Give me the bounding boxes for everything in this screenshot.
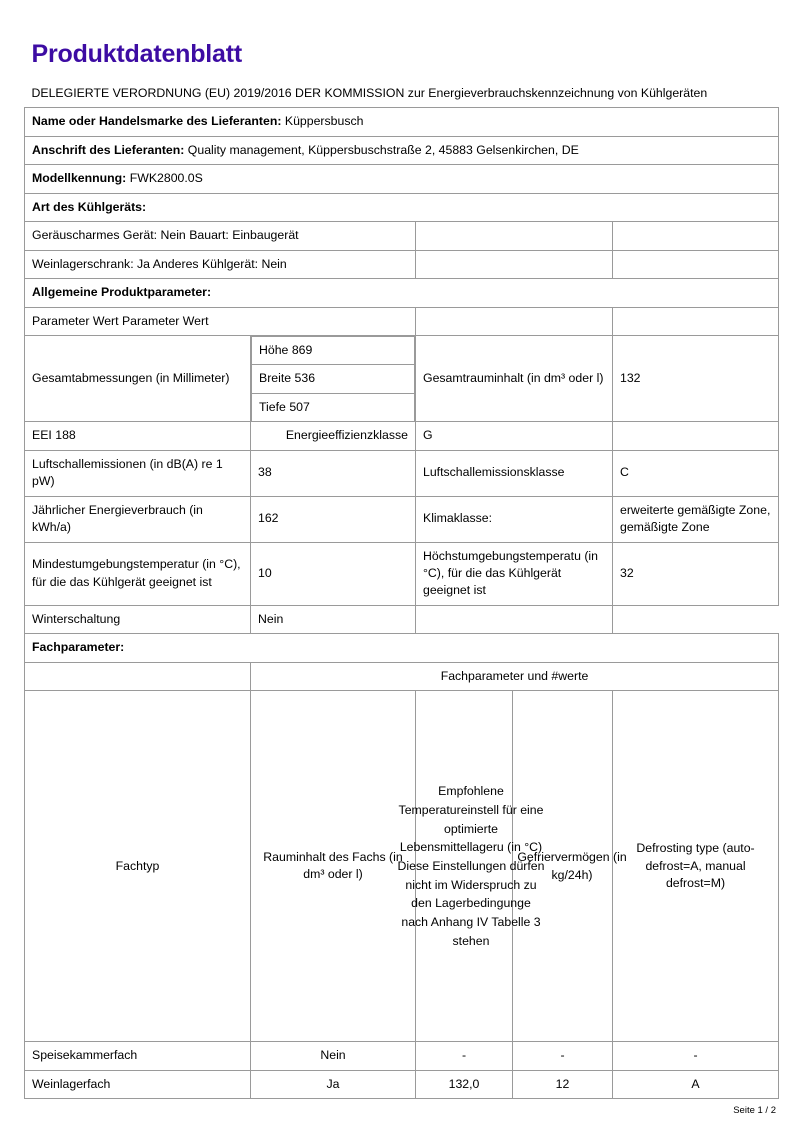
compartment-defrosting-1: A (613, 1070, 779, 1098)
column-header-volume: Rauminhalt des Fachs (in dm³ oder l) (251, 691, 416, 1042)
annual-energy-value: 162 (251, 496, 416, 542)
dimensions-subtable-cell (251, 335, 416, 421)
compartment-temperature-1: 12 (513, 1070, 613, 1098)
column-header-freezing-cell (513, 691, 627, 1042)
dimension-height-label: Höhe (259, 342, 289, 357)
supplier-name-cell (25, 108, 779, 136)
winter-setting-row (25, 605, 779, 633)
supplier-address-cell (25, 136, 779, 164)
dimension-width-value: 536 (294, 371, 316, 386)
supplier-name-value: Küppersbusch (284, 114, 364, 129)
compartments-section-row (25, 634, 779, 662)
model-row (25, 165, 779, 193)
compartment-type-1: Weinlagerfach (25, 1070, 251, 1098)
supplier-address-label: Anschrift des Lieferanten: (32, 142, 185, 157)
dimension-depth-label: Tiefe (259, 399, 286, 414)
winter-label: Winterschaltung (25, 605, 251, 633)
annual-energy-label: Jährlicher Energieverbrauch (in kWh/a) (25, 496, 251, 542)
supplier-name-label: Name oder Handelsmarke des Lieferanten: (32, 114, 282, 129)
table-row (25, 1042, 779, 1070)
dimension-row-width (252, 365, 415, 393)
temperature-range-row (25, 542, 779, 605)
regulation-subtitle: DELEGIERTE VERORDNUNG (EU) 2019/2016 DER KOMMISSION zur Energieverbrauchskennzeichnung von Kühlgeräten (31, 85, 708, 100)
compartment-volume-0: - (416, 1042, 513, 1070)
max-temp-label: Höchstumgebungstemperatu (in °C), für die das Kühlgerät geeignet ist (416, 542, 613, 605)
noise-value: 38 (251, 450, 416, 496)
dimensions-subtable (251, 336, 415, 421)
total-volume-value: 132 (613, 335, 779, 421)
appliance-type-empty-1a (416, 222, 613, 250)
dimension-height (252, 336, 415, 364)
compartment-present-1: Ja (251, 1070, 416, 1098)
dimensions-label: Gesamtabmessungen (in Millimeter) (25, 335, 251, 421)
climate-class-label: Klimaklasse: (416, 496, 613, 542)
column-header-temperature-cell (397, 691, 545, 1042)
compartments-group-header: Fachparameter und #werte (251, 662, 779, 690)
page-footer: Seite 1 / 2 (733, 1105, 776, 1117)
compartment-defrosting-0: - (613, 1042, 779, 1070)
winter-empty-b (613, 605, 779, 633)
page-title: Produktdatenblatt (31, 40, 242, 68)
column-header-type: Fachtyp (25, 691, 251, 1042)
max-temp-value: 32 (613, 542, 779, 605)
dimension-row-depth (252, 393, 415, 421)
table-row (25, 1070, 779, 1098)
dimension-width-label: Breite (259, 371, 292, 386)
noise-class-value: C (613, 450, 779, 496)
general-header-empty-b (613, 307, 779, 335)
compartments-group-empty (25, 662, 251, 690)
appliance-type-empty-2a (416, 250, 613, 278)
dimensions-row (25, 335, 779, 421)
appliance-type-text-1: Geräuscharmes Gerät: Nein Bauart: Einbaugerät (25, 222, 416, 250)
appliance-type-row-2 (25, 250, 779, 278)
column-header-defrosting: Defrosting type (auto-defrost=A, manual defrost=M) (613, 691, 779, 1042)
title-cell (25, 32, 779, 108)
annual-energy-row (25, 496, 779, 542)
compartments-column-header-row (25, 691, 779, 1042)
product-datasheet-page (24, 32, 778, 1116)
general-header-text: Parameter Wert Parameter Wert (25, 307, 416, 335)
datasheet-table (24, 32, 779, 1099)
compartments-group-header-row (25, 662, 779, 690)
appliance-type-row-1 (25, 222, 779, 250)
compartment-type-0: Speisekammerfach (25, 1042, 251, 1070)
title-row (25, 32, 779, 108)
energy-class-value: G (416, 422, 613, 450)
climate-class-value: erweiterte gemäßigte Zone, gemäßigte Zone (613, 496, 779, 542)
compartment-volume-1: 132,0 (416, 1070, 513, 1098)
general-section-row (25, 279, 779, 307)
compartment-present-0: Nein (251, 1042, 416, 1070)
supplier-address-value: Quality management, Küppersbuschstraße 2, 45883 Gelsenkirchen, DE (187, 142, 579, 157)
dimension-depth (252, 393, 415, 421)
winter-empty-a (416, 605, 613, 633)
eei-empty (613, 422, 779, 450)
supplier-address-row (25, 136, 779, 164)
appliance-type-empty-1b (613, 222, 779, 250)
winter-value: Nein (251, 605, 416, 633)
model-value: FWK2800.0S (129, 171, 203, 186)
model-cell (25, 165, 779, 193)
noise-class-label: Luftschallemissionsklasse (416, 450, 613, 496)
dimension-height-value: 869 (291, 342, 313, 357)
noise-label: Luftschallemissionen (in dB(A) re 1 pW) (25, 450, 251, 496)
appliance-type-section-row (25, 193, 779, 221)
total-volume-label: Gesamtrauminhalt (in dm³ oder l) (416, 335, 613, 421)
min-temp-value: 10 (251, 542, 416, 605)
model-label: Modellkennung: (32, 171, 127, 186)
appliance-type-empty-2b (613, 250, 779, 278)
eei-row (25, 422, 779, 450)
appliance-type-section-label: Art des Kühlgeräts: (25, 193, 779, 221)
eei-label: EEI 188 (25, 422, 251, 450)
compartments-section-label: Fachparameter: (25, 634, 779, 662)
dimension-width (252, 365, 415, 393)
min-temp-label: Mindestumgebungstemperatur (in °C), für die das Kühlgerät geeignet ist (25, 542, 251, 605)
general-header-row (25, 307, 779, 335)
dimension-depth-value: 507 (289, 399, 310, 414)
energy-class-label: Energieeffizienzklasse (251, 422, 416, 450)
column-header-temperature: Empfohlene Temperatureinstell für eine optimierte Lebensmittellageru (in °C) Diese Einstellungen dürfen nicht im Widerspruch zu den Lagerbedingunge nach Anhang IV Tabelle 3 stehen (397, 784, 545, 948)
appliance-type-text-2: Weinlagerschrank: Ja Anderes Kühlgerät: Nein (25, 250, 416, 278)
supplier-name-row (25, 108, 779, 136)
compartment-temperature-0: - (513, 1042, 613, 1070)
column-header-freezing: Gefriervermögen (in kg/24h) (517, 849, 627, 883)
general-header-empty-a (416, 307, 613, 335)
dimension-row-height (252, 336, 415, 364)
noise-row (25, 450, 779, 496)
general-section-label: Allgemeine Produktparameter: (25, 279, 779, 307)
